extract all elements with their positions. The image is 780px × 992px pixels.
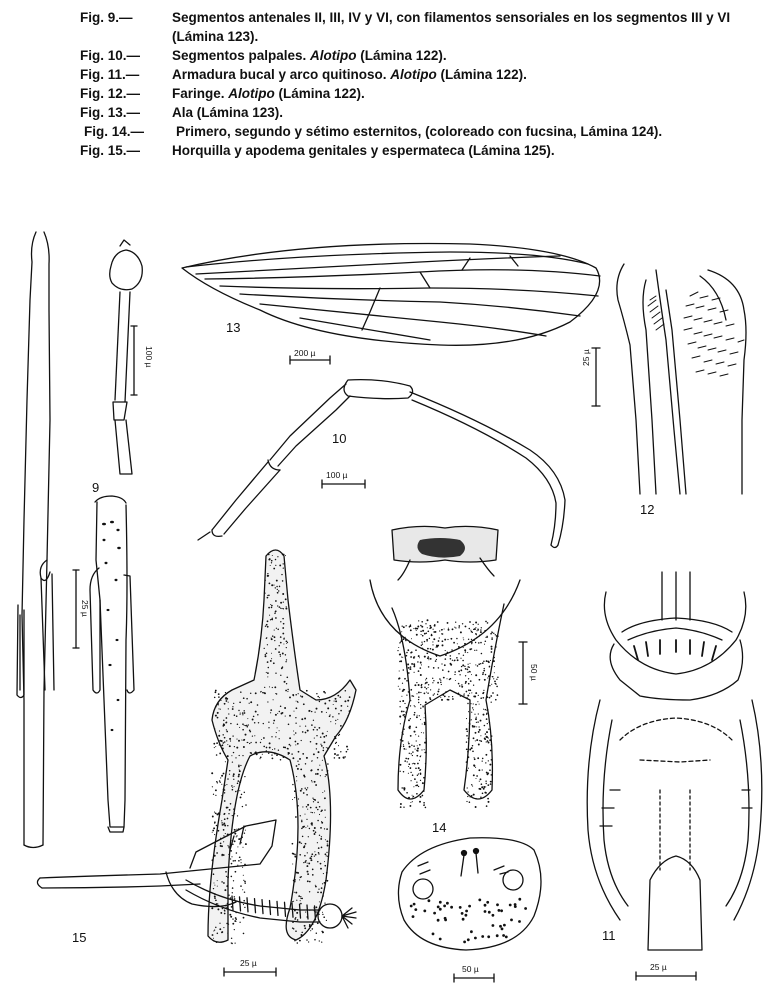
fig-14-oval-dots [410,898,527,944]
fig-11-label: 11 [602,928,616,943]
fig-9-scale-label: 25 µ [80,600,90,617]
caption-text: Ala (Lámina 123). [172,105,284,120]
caption-number: Fig. 12.— [80,86,141,101]
fig-9-scale-label-2: 100 µ [144,346,154,368]
fig-15-label: 15 [72,930,87,945]
fig-9-long-segment [17,232,54,848]
fig-10-scale-bar [322,480,365,488]
fig-9-sensory-segment [90,496,134,832]
caption-text: Segmentos palpales. Alotipo (Lámina 122). [172,48,447,63]
caption-number: Fig. 14.— [84,124,145,139]
fig-14-scale-label: 50 µ [529,664,539,681]
fig-9-short-segment [110,240,143,474]
caption-text: Armadura bucal y arco quitinoso. Alotipo (Lámina 122). [172,67,527,82]
fig-14-stipple [397,619,498,808]
caption-number: Fig. 11.— [80,67,140,82]
duct-ring [277,901,278,915]
caption-text: Primero, segundo y sétimo esternitos, (coloreado con fucsina, Lámina 124). [176,124,663,139]
caption-number: Fig. 9.— [80,10,133,25]
caption-text: Faringe. Alotipo (Lámina 122). [172,86,365,101]
duct-ring [255,899,256,913]
fig-11-scale-bar [636,972,696,980]
fig-12-hairs [648,292,744,376]
caption-number: Fig. 15.— [80,143,141,158]
duct-ring [247,898,248,912]
fig-15-scale-bar [224,968,276,976]
fig-12-scale-bar [592,348,600,406]
fig-14-label: 14 [432,820,447,835]
fig-13-scale-label: 200 µ [294,348,316,358]
fig-12-label: 12 [640,502,655,517]
duct-ring [232,896,233,910]
fig-13-label: 13 [226,320,241,335]
caption-text: Segmentos antenales II, III, IV y VI, con filamentos sensoriales en los segmentos III y VI (Lámina 123). [172,10,731,44]
fig-12-scale-label: 25 µ [581,349,591,366]
fig-13-wing [182,244,600,346]
fig-10-scale-label: 100 µ [326,470,348,480]
fig-10-label: 10 [332,431,347,446]
fig-14-oval-sternite [398,838,541,950]
duct-ring [270,901,271,915]
caption-number: Fig. 10.— [80,48,141,63]
fig-12-pharynx [617,264,746,494]
caption-text: Horquilla y apodema genitales y espermateca (Lámina 125). [172,143,555,158]
fig-11-mouthparts [587,572,762,950]
fig-10-palp [198,380,565,548]
fig-9-label: 9 [92,480,100,495]
fig-11-scale-label: 25 µ [650,962,667,972]
duct-ring [240,897,241,911]
fig-14-oval-scale-bar [454,974,494,982]
fig-14-sternites [370,526,520,799]
duct-ring [285,902,286,916]
fig-9-dots [102,521,121,731]
duct-ring [262,900,263,914]
fig-14-oval-scale-label: 50 µ [462,964,479,974]
fig-14-scale-bar [519,642,527,704]
fig-15-scale-label: 25 µ [240,958,257,968]
caption-number: Fig. 13.— [80,105,141,120]
